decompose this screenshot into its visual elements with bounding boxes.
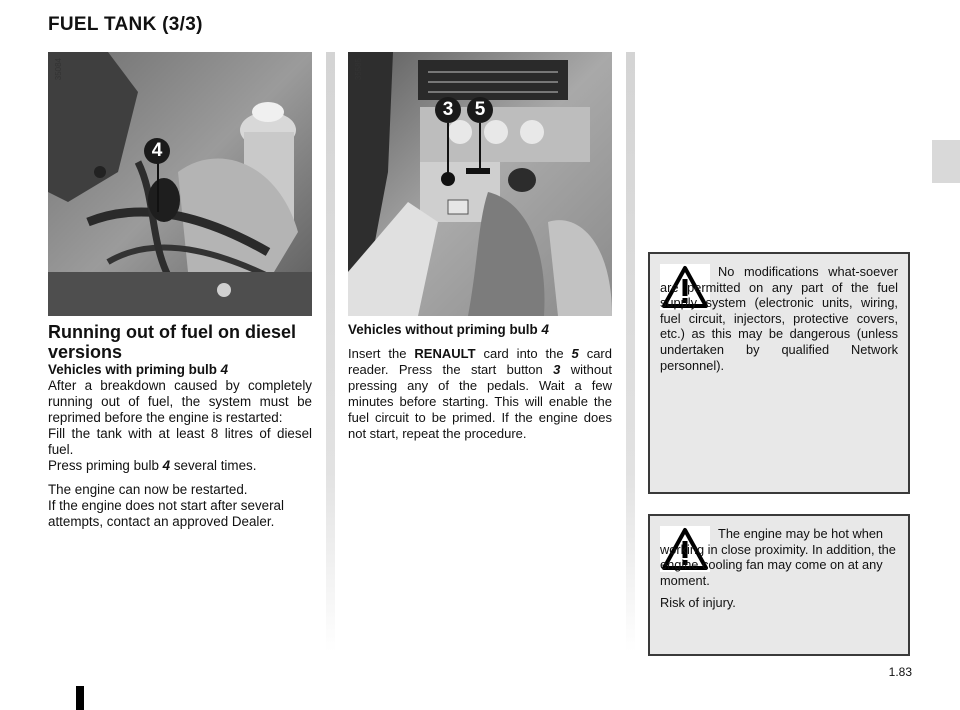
callout-3: 3 xyxy=(435,97,461,123)
instruction-paragraph: Insert the RENAULT card into the 5 card reader. Press the start button 3 without pressing any of the pedals. Wait a few minutes before starting. This will enable the fuel circuit to be primed. If the engine does not start, repeat the procedure. xyxy=(348,346,612,441)
warning-text: The engine may be hot when working in close proximity. In addition, the engine cooling fan may come on at any moment. Risk of injury. xyxy=(660,526,896,611)
engine-bay-photo xyxy=(48,52,312,316)
callout-leader-lines xyxy=(348,52,612,316)
paragraph: Press priming bulb 4 several times. xyxy=(48,458,257,473)
callout-4: 4 xyxy=(144,138,170,164)
paragraph: After a breakdown caused by completely running out of fuel, the system must be reprimed before the engine is restarted: xyxy=(48,378,312,425)
figure-reference: 35585 xyxy=(354,58,363,81)
section-heading: Running out of fuel on diesel versions xyxy=(48,322,296,362)
warning-box-modifications xyxy=(648,252,910,494)
callout-5: 5 xyxy=(467,97,493,123)
dashboard-photo xyxy=(348,52,612,316)
warning-text: No modifications what-soever are permitted on any part of the fuel supply system (electronic units, wiring, fuel circuit, injectors, protective covers, etc.) as this may be dangerous (unless undertaken by qualified Network personnel). xyxy=(660,264,898,373)
column-divider xyxy=(626,52,635,652)
paragraph: Fill the tank with at least 8 litres of diesel fuel. xyxy=(48,426,312,457)
crop-mark xyxy=(76,686,84,710)
subheading-with-priming-bulb: Vehicles with priming bulb 4 xyxy=(48,362,229,377)
paragraph: If the engine does not start after several attempts, contact an approved Dealer. xyxy=(48,498,284,529)
warning-box-hot-engine xyxy=(648,514,910,656)
chapter-thumb-tab xyxy=(932,140,960,183)
column-divider xyxy=(326,52,335,652)
middle-column-text xyxy=(348,322,612,442)
page-number: 1.83 xyxy=(888,665,912,679)
subheading-without-priming-bulb: Vehicles without priming bulb 4 xyxy=(348,322,549,337)
paragraph: The engine can now be restarted. xyxy=(48,482,248,497)
left-column-text xyxy=(48,322,312,530)
figure-reference: 35084 xyxy=(54,58,63,81)
page-title: FUEL TANK (3/3) xyxy=(48,14,203,35)
